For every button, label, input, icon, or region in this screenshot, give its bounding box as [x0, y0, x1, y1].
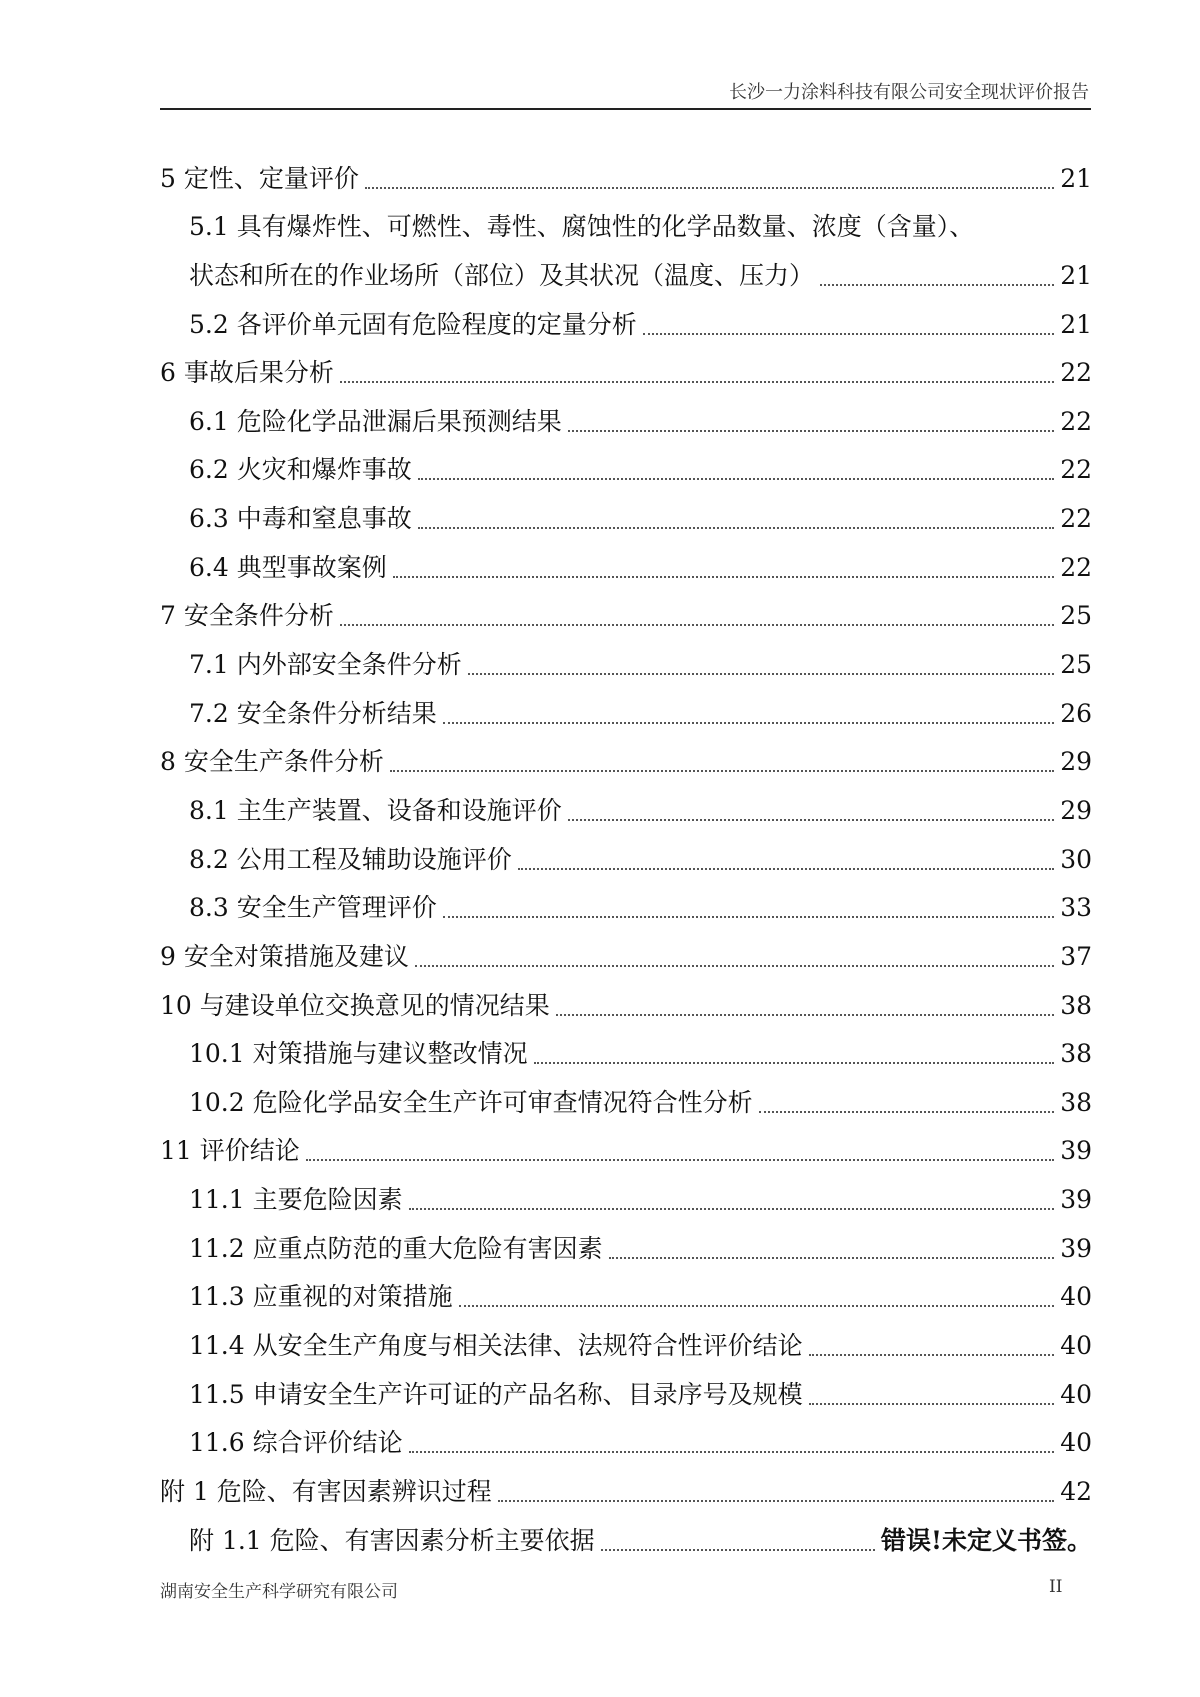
- toc-entry-page: 22: [1060, 552, 1092, 582]
- toc-entry-page: 21: [1060, 260, 1092, 290]
- toc-leader-dots: [609, 1256, 1054, 1259]
- toc-entry[interactable]: [160, 1028, 1092, 1077]
- toc-entry-page: 22: [1060, 358, 1092, 388]
- toc-entry-page: 22: [1060, 406, 1092, 436]
- toc-entry-title: 7.1 内外部安全条件分析: [189, 650, 462, 680]
- toc-entry-page: 26: [1060, 698, 1092, 728]
- toc-entry-title: 7 安全条件分析: [160, 601, 334, 631]
- toc-entry[interactable]: [160, 298, 1092, 347]
- toc-entry[interactable]: [160, 1125, 1092, 1174]
- toc-entry-page: 38: [1060, 1039, 1092, 1069]
- toc-entry-title: 9 安全对策措施及建议: [160, 941, 409, 971]
- toc-leader-dots: [556, 1013, 1054, 1016]
- toc-entry-page: 40: [1060, 1331, 1092, 1361]
- toc-leader-dots: [643, 332, 1054, 335]
- toc-entry-page: 40: [1060, 1428, 1092, 1458]
- toc-entry[interactable]: [160, 1222, 1092, 1271]
- toc-entry-page: 39: [1060, 1233, 1092, 1263]
- toc-leader-dots: [418, 477, 1054, 480]
- toc-entry[interactable]: [160, 1173, 1092, 1222]
- toc-entry[interactable]: [160, 492, 1092, 541]
- toc-entry-page: 37: [1060, 941, 1092, 971]
- toc-entry-title: 11.6 综合评价结论: [189, 1428, 403, 1458]
- toc-entry-title: 8.1 主生产装置、设备和设施评价: [189, 795, 562, 825]
- toc-entry-page: 29: [1060, 747, 1092, 777]
- toc-entry-page: 29: [1060, 795, 1092, 825]
- toc-entry[interactable]: [160, 833, 1092, 882]
- toc-leader-dots: [820, 283, 1054, 286]
- toc-leader-dots: [518, 867, 1054, 870]
- footer-page-number: II: [1049, 1577, 1063, 1597]
- toc-entry-title: 8.2 公用工程及辅助设施评价: [189, 844, 512, 874]
- toc-entry-title: 11.2 应重点防范的重大危险有害因素: [189, 1233, 603, 1263]
- toc-leader-dots: [759, 1110, 1054, 1113]
- toc-entry[interactable]: [160, 1076, 1092, 1125]
- toc-entry[interactable]: [160, 444, 1092, 493]
- toc-entry-title: 状态和所在的作业场所（部位）及其状况（温度、压力）: [189, 260, 815, 290]
- toc-entry-page: 39: [1060, 1136, 1092, 1166]
- toc-entry-title: 附 1.1 危险、有害因素分析主要依据: [189, 1525, 595, 1555]
- toc-leader-dots: [393, 575, 1054, 578]
- toc-entry-title: 6.2 火灾和爆炸事故: [189, 455, 412, 485]
- toc-entry-page: 33: [1060, 893, 1092, 923]
- toc-entry[interactable]: [160, 736, 1092, 785]
- toc-entry[interactable]: [160, 930, 1092, 979]
- toc-entry[interactable]: [160, 1514, 1092, 1563]
- toc-leader-dots: [365, 186, 1054, 189]
- toc-entry[interactable]: [160, 784, 1092, 833]
- toc-entry[interactable]: [160, 882, 1092, 931]
- toc-leader-dots: [809, 1402, 1054, 1405]
- toc-entry[interactable]: [160, 687, 1092, 736]
- toc-entry-title: 7.2 安全条件分析结果: [189, 698, 437, 728]
- toc-leader-dots: [390, 769, 1054, 772]
- toc-leader-dots: [468, 672, 1054, 675]
- toc-leader-dots: [306, 1158, 1054, 1161]
- toc-entry[interactable]: [160, 395, 1092, 444]
- toc-entry[interactable]: [160, 1465, 1092, 1514]
- toc-entry[interactable]: [160, 347, 1092, 396]
- toc-entry[interactable]: [160, 249, 1092, 298]
- toc-leader-dots: [601, 1548, 875, 1551]
- toc-leader-dots: [498, 1499, 1054, 1502]
- toc-leader-dots: [415, 964, 1054, 967]
- toc-entry[interactable]: [160, 1319, 1092, 1368]
- toc-entry-title: 6.3 中毒和窒息事故: [189, 504, 412, 534]
- toc-entry[interactable]: [160, 201, 1092, 250]
- toc-entry-page: 25: [1060, 601, 1092, 631]
- toc-entry-title: 5.1 具有爆炸性、可燃性、毒性、腐蚀性的化学品数量、浓度（含量）、: [189, 212, 975, 242]
- toc-entry[interactable]: [160, 541, 1092, 590]
- toc-entry[interactable]: [160, 152, 1092, 201]
- toc-entry-page: 22: [1060, 455, 1092, 485]
- toc-leader-dots: [443, 721, 1054, 724]
- toc-entry-title: 5 定性、定量评价: [160, 163, 359, 193]
- toc-entry[interactable]: [160, 1417, 1092, 1466]
- toc-entry-page: 21: [1060, 309, 1092, 339]
- toc-entry-page: 39: [1060, 1185, 1092, 1215]
- toc-leader-dots: [409, 1207, 1054, 1210]
- toc-entry-page: 21: [1060, 163, 1092, 193]
- footer-org: 湖南安全生产科学研究有限公司: [160, 1582, 398, 1602]
- toc-entry-title: 6.1 危险化学品泄漏后果预测结果: [189, 406, 562, 436]
- toc-entry-page: 40: [1060, 1282, 1092, 1312]
- toc-leader-dots: [534, 1061, 1054, 1064]
- toc-entry-title: 8 安全生产条件分析: [160, 747, 384, 777]
- toc-entry-page: 42: [1060, 1476, 1092, 1506]
- toc-entry-page: 25: [1060, 650, 1092, 680]
- toc-entry[interactable]: [160, 638, 1092, 687]
- toc-entry-title: 附 1 危险、有害因素辨识过程: [160, 1476, 492, 1506]
- toc-entry-page: 38: [1060, 1087, 1092, 1117]
- toc-entry-title: 11.1 主要危险因素: [189, 1185, 403, 1215]
- page-header: [160, 82, 1091, 110]
- toc-leader-dots: [340, 623, 1054, 626]
- header-title: 长沙一力涂料科技有限公司安全现状评价报告: [729, 82, 1089, 103]
- toc-leader-dots: [340, 380, 1054, 383]
- toc-entry-page: 38: [1060, 990, 1092, 1020]
- toc-leader-dots: [409, 1450, 1054, 1453]
- toc-entry-title: 11.3 应重视的对策措施: [189, 1282, 453, 1312]
- toc-entry-title: 6 事故后果分析: [160, 358, 334, 388]
- toc-entry[interactable]: [160, 1368, 1092, 1417]
- toc-entry[interactable]: [160, 590, 1092, 639]
- toc-leader-dots: [809, 1353, 1054, 1356]
- table-of-contents: [160, 152, 1092, 1563]
- toc-entry-page-error: 错误!未定义书签。: [881, 1525, 1092, 1555]
- toc-leader-dots: [568, 429, 1054, 432]
- toc-entry-title: 10 与建设单位交换意见的情况结果: [160, 990, 550, 1020]
- toc-leader-dots: [418, 526, 1054, 529]
- toc-entry-page: 30: [1060, 844, 1092, 874]
- toc-leader-dots: [568, 818, 1054, 821]
- toc-entry-page: 22: [1060, 504, 1092, 534]
- toc-entry[interactable]: [160, 1271, 1092, 1320]
- toc-entry-title: 10.2 危险化学品安全生产许可审查情况符合性分析: [189, 1087, 753, 1117]
- toc-entry-title: 8.3 安全生产管理评价: [189, 893, 437, 923]
- toc-entry-page: 40: [1060, 1379, 1092, 1409]
- toc-entry[interactable]: [160, 979, 1092, 1028]
- toc-entry-title: 10.1 对策措施与建议整改情况: [189, 1039, 528, 1069]
- toc-entry-title: 11.4 从安全生产角度与相关法律、法规符合性评价结论: [189, 1331, 803, 1361]
- toc-leader-dots: [443, 915, 1054, 918]
- toc-leader-dots: [459, 1304, 1054, 1307]
- toc-entry-title: 11.5 申请安全生产许可证的产品名称、目录序号及规模: [189, 1379, 803, 1409]
- toc-entry-title: 6.4 典型事故案例: [189, 552, 387, 582]
- toc-entry-title: 11 评价结论: [160, 1136, 300, 1166]
- toc-entry-title: 5.2 各评价单元固有危险程度的定量分析: [189, 309, 637, 339]
